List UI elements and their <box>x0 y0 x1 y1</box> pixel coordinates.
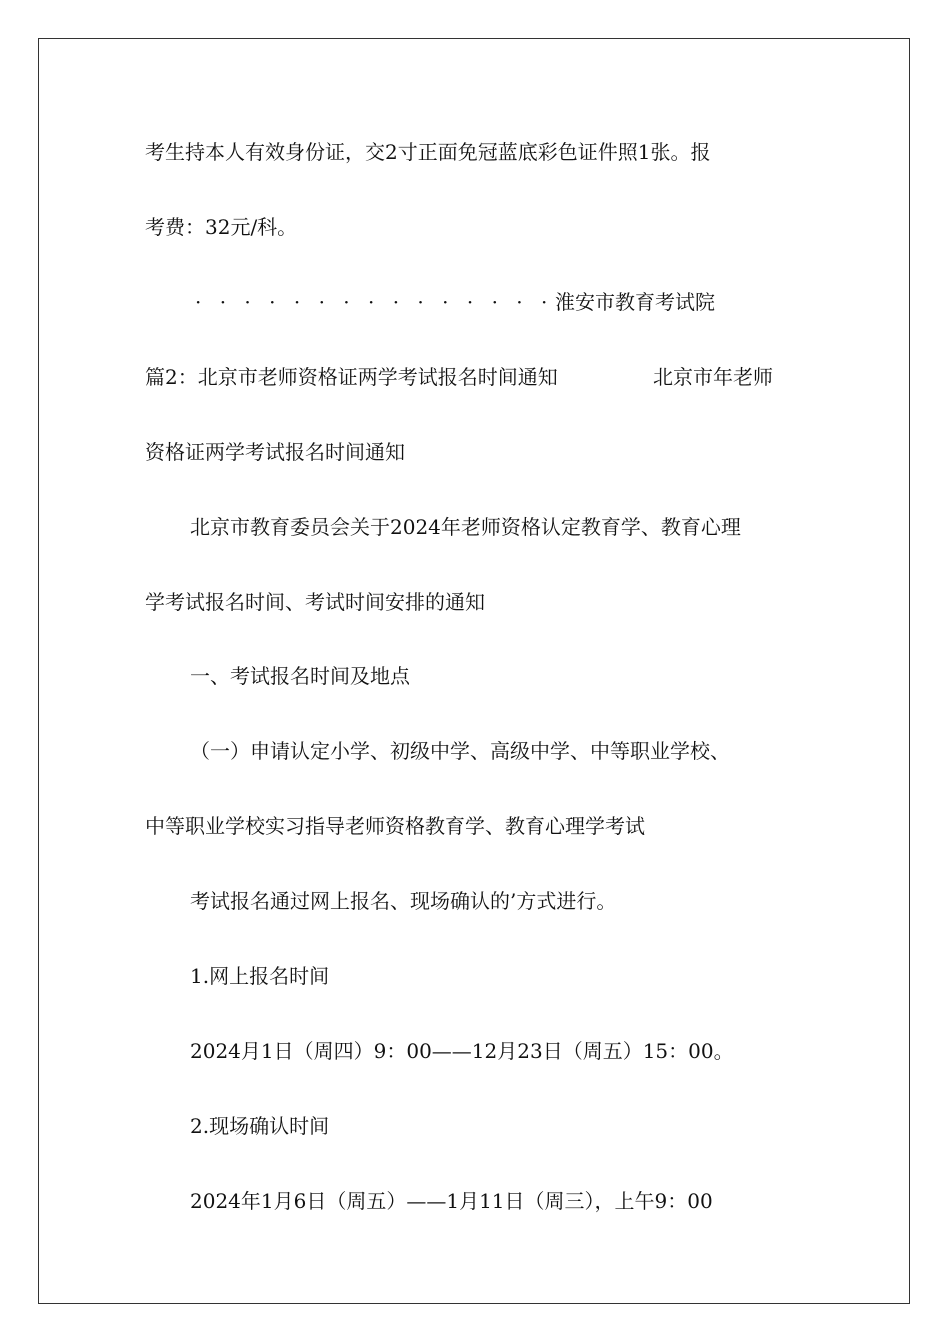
subheading-online-registration: 1.网上报名时间 <box>190 964 330 988</box>
text-line-12: 中等职业学校实习指导老师资格教育学、教育心理学考试 <box>145 814 645 838</box>
text-line-17: 2024年1月6日（周五）——1月11日（周三），上午9：00 <box>190 1189 713 1213</box>
issuer-name: 淮安市教育考试院 <box>555 290 715 314</box>
text-line-13: 考试报名通过网上报名、现场确认的’方式进行。 <box>190 889 617 913</box>
subheading-1: 一、考试报名时间及地点 <box>190 664 410 688</box>
text-line-2: 考费：32元/科。 <box>145 215 298 239</box>
text-line-8: 北京市教育委员会关于2024年老师资格认定教育学、教育心理 <box>190 515 741 539</box>
text-line-15: 2024月1日（周四）9：00——12月23日（周五）15：00。 <box>190 1039 734 1063</box>
section-heading: 篇2：北京市老师资格证两学考试报名时间通知 <box>145 365 558 389</box>
text-line-1: 考生持本人有效身份证，交2寸正面免冠蓝底彩色证件照1张。报 <box>145 140 711 164</box>
subheading-onsite-confirmation: 2.现场确认时间 <box>190 1114 330 1138</box>
text-line-7: 资格证两学考试报名时间通知 <box>145 440 405 464</box>
dotted-leader: · · · · · · · · · · · · · · · <box>195 290 554 314</box>
text-line-9: 学考试报名时间、考试时间安排的通知 <box>145 590 485 614</box>
text-line-11: （一）申请认定小学、初级中学、高级中学、中等职业学校、 <box>190 739 730 763</box>
section-heading-continued: 北京市年老师 <box>653 365 773 389</box>
